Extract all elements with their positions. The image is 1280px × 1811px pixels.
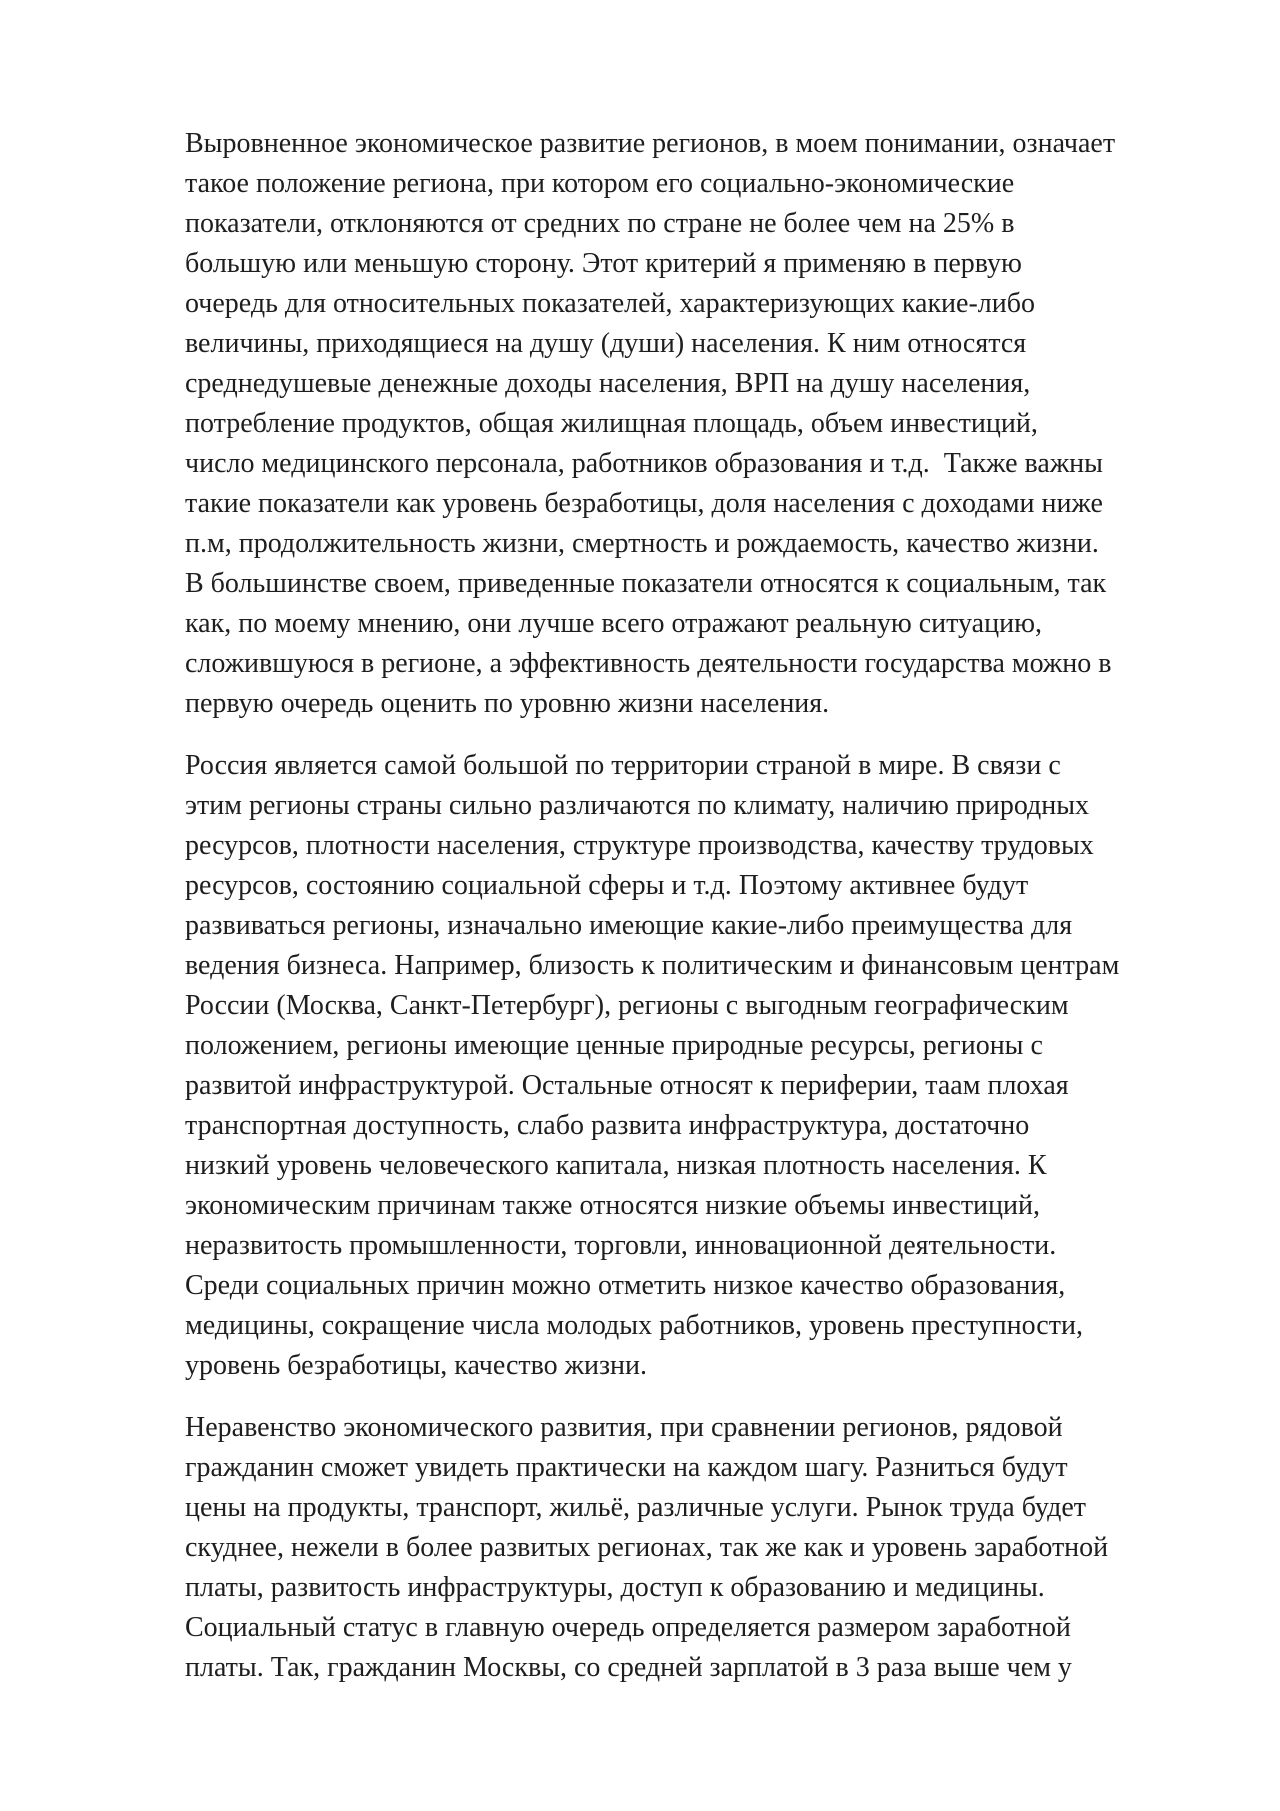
text-line: Среди социальных причин можно отметить низкое качество образования, — [185, 1270, 1066, 1301]
text-line: транспортная доступность, слабо развита инфраструктура, достаточно — [185, 1110, 1030, 1141]
text-line: Выровненное экономическое развитие регионов, в моем понимании, означает — [185, 128, 1116, 159]
text-line: такие показатели как уровень безработицы, доля населения с доходами ниже — [185, 488, 1103, 519]
text-line: России (Москва, Санкт-Петербург), регионы с выгодным географическим — [185, 990, 1069, 1021]
text-line: ресурсов, плотности населения, структуре производства, качеству трудовых — [185, 830, 1094, 861]
text-line: очередь для относительных показателей, характеризующих какие-либо — [185, 288, 1035, 319]
text-line: п.м, продолжительность жизни, смертность и рождаемость, качество жизни. — [185, 528, 1099, 559]
text-line: уровень безработицы, качество жизни. — [185, 1350, 648, 1381]
paragraph — [185, 746, 1195, 1386]
text-line: большую или меньшую сторону. Этот критерий я применяю в первую — [185, 248, 1022, 279]
text-line: развиваться регионы, изначально имеющие какие-либо преимущества для — [185, 910, 1073, 941]
text-line: показатели, отклоняются от средних по стране не более чем на 25% в — [185, 208, 1015, 239]
text-line: ведения бизнеса. Например, близость к политическим и финансовым центрам — [185, 950, 1120, 981]
text-line: В большинстве своем, приведенные показатели относятся к социальным, так — [185, 568, 1107, 599]
text-line: величины, приходящиеся на душу (души) населения. К ним относятся — [185, 328, 1027, 359]
text-line: платы, развитость инфраструктуры, доступ к образованию и медицины. — [185, 1572, 1045, 1603]
text-line: такое положение региона, при котором его социально-экономические — [185, 168, 1015, 199]
text-line: Социальный статус в главную очередь определяется размером заработной — [185, 1612, 1071, 1643]
text-line: число медицинского персонала, работников образования и т.д. Также важны — [185, 448, 1103, 479]
text-line: низкий уровень человеческого капитала, низкая плотность населения. К — [185, 1150, 1047, 1181]
text-line: гражданин сможет увидеть практически на каждом шагу. Разниться будут — [185, 1452, 1068, 1483]
text-line: этим регионы страны сильно различаются по климату, наличию природных — [185, 790, 1090, 821]
text-line: ресурсов, состоянию социальной сферы и т.д. Поэтому активнее будут — [185, 870, 1029, 901]
text-line: неразвитость промышленности, торговли, инновационной деятельности. — [185, 1230, 1057, 1261]
paragraph — [185, 124, 1195, 724]
text-line: потребление продуктов, общая жилищная площадь, объем инвестиций, — [185, 408, 1038, 439]
text-line: среднедушевые денежные доходы населения, ВРП на душу населения, — [185, 368, 1031, 399]
text-line: сложившуюся в регионе, а эффективность деятельности государства можно в — [185, 648, 1112, 679]
text-line: Неравенство экономического развития, при сравнении регионов, рядовой — [185, 1412, 1063, 1443]
text-line: положением, регионы имеющие ценные природные ресурсы, регионы с — [185, 1030, 1043, 1061]
document-body — [185, 124, 1195, 1710]
text-line: платы. Так, гражданин Москвы, со средней зарплатой в 3 раза выше чем у — [185, 1652, 1072, 1683]
text-line: медицины, сокращение числа молодых работников, уровень преступности, — [185, 1310, 1083, 1341]
text-line: экономическим причинам также относятся низкие объемы инвестиций, — [185, 1190, 1040, 1221]
paragraph — [185, 1408, 1195, 1688]
text-line: скуднее, нежели в более развитых регионах, так же как и уровень заработной — [185, 1532, 1109, 1563]
text-line: как, по моему мнению, они лучше всего отражают реальную ситуацию, — [185, 608, 1042, 639]
text-line: первую очередь оценить по уровню жизни населения. — [185, 688, 830, 719]
text-line: Россия является самой большой по территории страной в мире. В связи с — [185, 750, 1061, 781]
text-line: развитой инфраструктурой. Остальные относят к периферии, таам плохая — [185, 1070, 1069, 1101]
text-line: цены на продукты, транспорт, жильё, различные услуги. Рынок труда будет — [185, 1492, 1087, 1523]
